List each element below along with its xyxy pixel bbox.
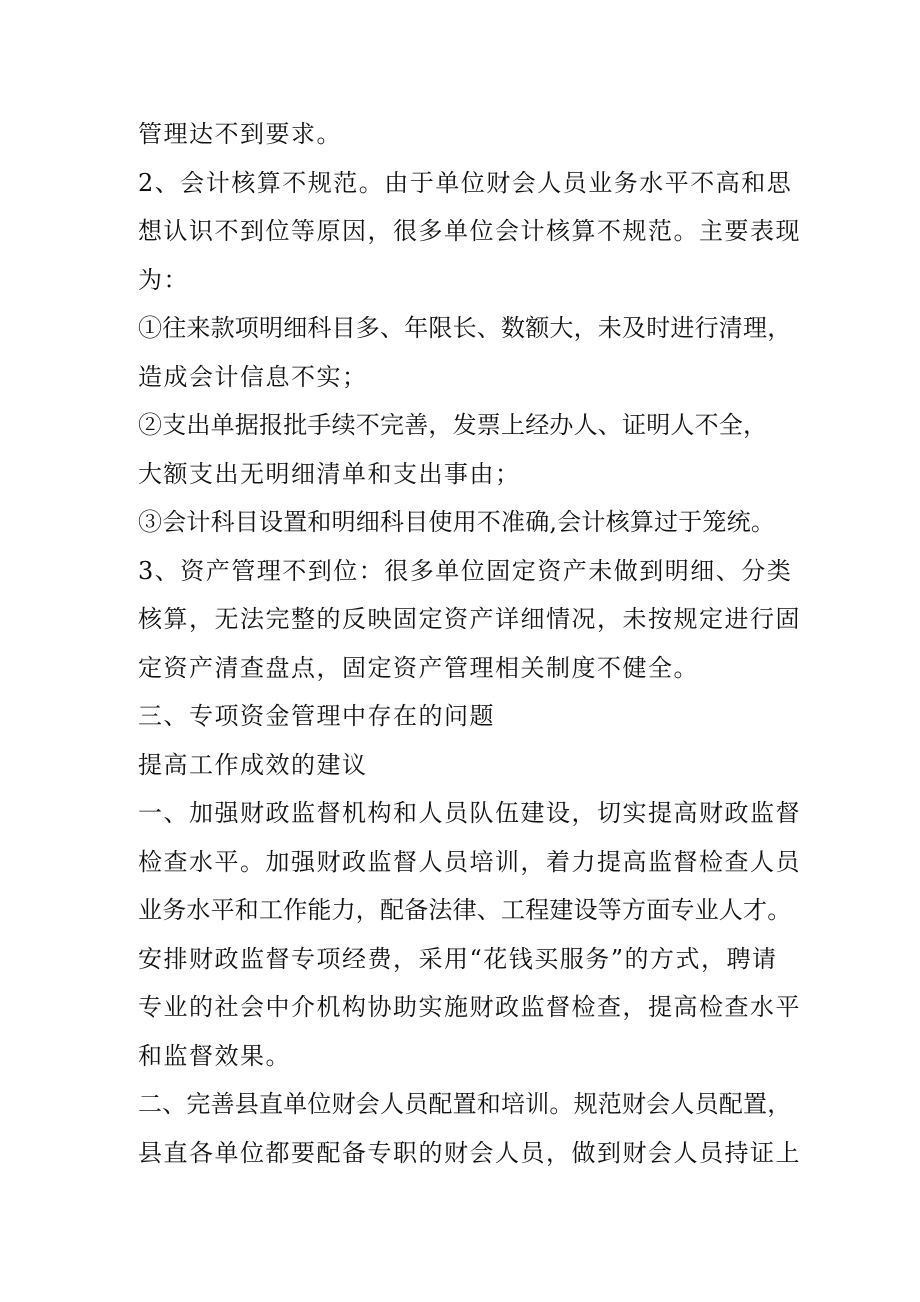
text-line: 定资产清查盘点，固定资产管理相关制度不健全。: [138, 653, 699, 682]
section-heading: 三、专项资金管理中存在的问题: [138, 702, 495, 730]
text-line: ①往来款项明细科目多、年限长、数额大，未及时进行清理，: [138, 314, 792, 342]
text-line: ③会计科目设置和明细科目使用不准确,会计核算过于笼统。: [138, 508, 776, 536]
text-line: 专业的社会中介机构协助实施财政监督检查，提高检查水平: [138, 993, 801, 1021]
text-line: 2、会计核算不规范。由于单位财会人员业务水平不高和思: [138, 168, 793, 197]
text-line: 和监督效果。: [138, 1041, 291, 1070]
text-line: 核算，无法完整的反映固定资产详细情况，未按规定进行固: [138, 605, 801, 633]
text-line: 县直各单位都要配备专职的财会人员，做到财会人员持证上: [138, 1138, 801, 1167]
text-line: 3、资产管理不到位：很多单位固定资产未做到明细、分类: [138, 556, 793, 585]
text-line: 管理达不到要求。: [138, 120, 342, 148]
text-line: 安排财政监督专项经费，采用“花钱买服务”的方式，聘请: [138, 944, 778, 973]
text-line: 造成会计信息不实；: [138, 362, 368, 391]
text-line: 为：: [138, 265, 189, 294]
text-line: 检查水平。加强财政监督人员培训，着力提高监督检查人员: [138, 847, 801, 876]
text-line: 想认识不到位等原因，很多单位会计核算不规范。主要表现: [138, 217, 801, 245]
text-line: 二、完善县直单位财会人员配置和培训。规范财会人员配置，: [138, 1090, 792, 1118]
text-line: 一、加强财政监督机构和人员队伍建设，切实提高财政监督: [138, 799, 801, 827]
document-body: [138, 110, 801, 1177]
text-line: ②支出单据报批手续不完善，发票上经办人、证明人不全，: [138, 411, 768, 439]
text-line: 大额支出无明细清单和支出事由；: [138, 459, 521, 488]
section-heading: 提高工作成效的建议: [138, 750, 368, 779]
text-line: 业务水平和工作能力，配备法律、工程建设等方面专业人才。: [138, 896, 792, 924]
